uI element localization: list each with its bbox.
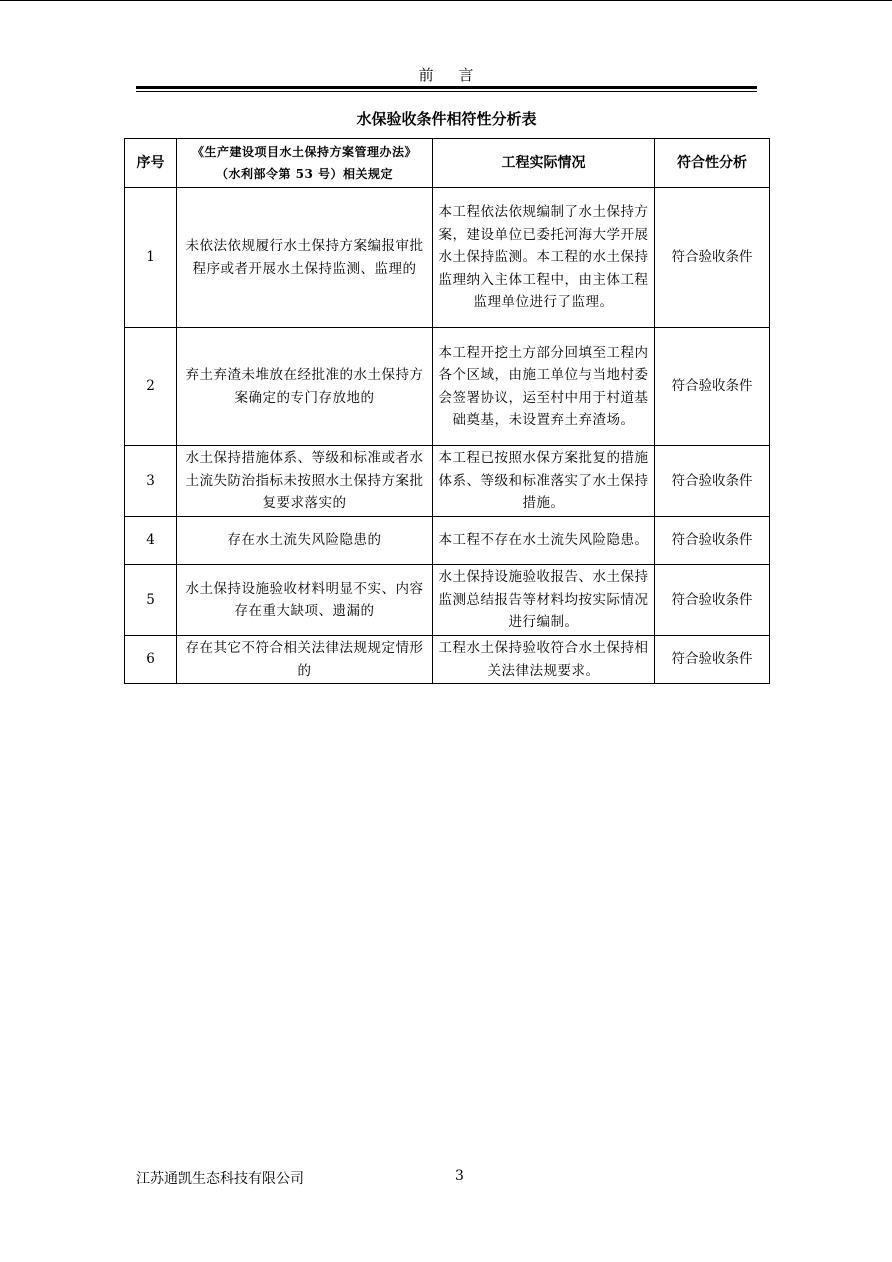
row-practice: 本工程不存在水土流失风险隐患。 bbox=[433, 517, 655, 565]
row-conformity: 符合验收条件 bbox=[655, 188, 770, 328]
row-conformity: 符合验收条件 bbox=[655, 446, 770, 517]
table-row bbox=[125, 446, 770, 517]
row-conformity: 符合验收条件 bbox=[655, 636, 770, 684]
header-rule-thick bbox=[136, 86, 757, 89]
row-regulation: 存在其它不符合相关法律法规规定情形的 bbox=[177, 636, 433, 684]
row-conformity: 符合验收条件 bbox=[655, 517, 770, 565]
page-header-title: 前 言 bbox=[418, 66, 484, 84]
row-practice: 本工程已按照水保方案批复的措施体系、等级和标准落实了水土保持措施。 bbox=[433, 446, 655, 517]
header-rule-thin bbox=[136, 91, 757, 92]
row-index: 4 bbox=[125, 517, 177, 565]
row-regulation: 存在水土流失风险隐患的 bbox=[177, 517, 433, 565]
table-header-row bbox=[125, 139, 770, 188]
row-regulation: 水土保持措施体系、等级和标准或者水土流失防治指标未按照水土保持方案批复要求落实的 bbox=[177, 446, 433, 517]
regulation-header-line-2: （水利部令第 53 号）相关规定 bbox=[215, 167, 394, 181]
row-conformity: 符合验收条件 bbox=[655, 565, 770, 636]
footer-page-number: 3 bbox=[455, 1168, 464, 1184]
table-row bbox=[125, 517, 770, 565]
table-row bbox=[125, 328, 770, 446]
row-index: 2 bbox=[125, 328, 177, 446]
row-conformity: 符合验收条件 bbox=[655, 328, 770, 446]
column-header-regulation bbox=[177, 139, 433, 188]
row-practice: 水土保持设施验收报告、水土保持监测总结报告等材料均按实际情况进行编制。 bbox=[433, 565, 655, 636]
conformity-analysis-table bbox=[124, 138, 770, 684]
row-practice: 工程水土保持验收符合水土保持相关法律法规要求。 bbox=[433, 636, 655, 684]
row-index: 5 bbox=[125, 565, 177, 636]
column-header-index: 序号 bbox=[125, 139, 177, 188]
table-row bbox=[125, 636, 770, 684]
row-index: 3 bbox=[125, 446, 177, 517]
row-regulation: 弃土弃渣未堆放在经批准的水土保持方案确定的专门存放地的 bbox=[177, 328, 433, 446]
row-regulation: 未依法依规履行水土保持方案编报审批程序或者开展水土保持监测、监理的 bbox=[177, 188, 433, 328]
column-header-conformity: 符合性分析 bbox=[655, 139, 770, 188]
table-title: 水保验收条件相符性分析表 bbox=[356, 110, 537, 128]
footer-company-name: 江苏通凯生态科技有限公司 bbox=[136, 1171, 304, 1187]
regulation-header-line-1: 《生产建设项目水土保持方案管理办法》 bbox=[191, 145, 417, 159]
table-row bbox=[125, 565, 770, 636]
table-row bbox=[125, 188, 770, 328]
row-regulation: 水土保持设施验收材料明显不实、内容存在重大缺项、遗漏的 bbox=[177, 565, 433, 636]
column-header-practice: 工程实际情况 bbox=[433, 139, 655, 188]
page-top-border bbox=[0, 0, 892, 1]
row-index: 1 bbox=[125, 188, 177, 328]
row-practice: 本工程依法依规编制了水土保持方案，建设单位已委托河海大学开展水土保持监测。本工程的水土保持监理纳入主体工程中，由主体工程监理单位进行了监理。 bbox=[433, 188, 655, 328]
row-practice: 本工程开挖土方部分回填至工程内各个区域，由施工单位与当地村委会签署协议，运至村中用于村道基础奠基，未设置弃土弃渣场。 bbox=[433, 328, 655, 446]
row-index: 6 bbox=[125, 636, 177, 684]
